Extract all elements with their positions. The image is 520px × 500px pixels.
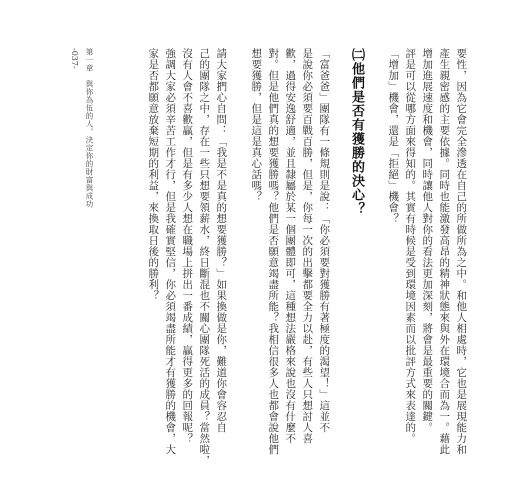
text-column: 家是否都願意放棄短期的利益，來換取日後的勝利？ <box>147 48 160 301</box>
text-column: 歡，過得安逸舒適，並且隸屬於某一個團體即可，這種想法嚴格來說也沒有什麼不 <box>284 48 297 444</box>
text-column: 想要獲勝，但是這是真心話嗎？ <box>250 48 263 202</box>
text-column: 強調大家必須辛苦工作才行，但是我確實堅信，你必須竭盡所能才有獲勝的機會，大 <box>164 48 177 455</box>
text-column: 產生親密感的主要依據。同時也能激發高昂的精神狀態來與外在環境合而為一。藉此 <box>438 48 451 455</box>
text-column: 對。但是他們真的想要獲勝嗎？他們是否願意竭盡所能？我相信很多人也都會說他們 <box>267 48 280 455</box>
text-column: 沒有人會不喜歡贏，但是有多少人想在職場上拼出一番成績，贏得更多的回報呢？ <box>181 48 194 444</box>
text-column: 是說你必須要百戰百勝，但是，你每一次的出擊都要全力以赴，有些人只想討人喜 <box>301 48 314 444</box>
text-column: 要性，因為它會完全滲透在自己的所做所為之中。和他人相處時，它也是展現能力和 <box>455 48 468 455</box>
running-head: 第一章 與你為伍的人，決定你的財富與成功 <box>85 48 94 208</box>
text-column: 增加進展速度和機會，同時讓他人對你的看法更加深刻，將會是最重要的關鍵。 <box>421 48 434 433</box>
section-heading: ㈡他們是否有獲勝的決心？ <box>349 48 364 216</box>
text-column: 「富爸爸」團隊有一條規則是說：「你必須要對獲勝有著極度的渴望！」這並不 <box>318 48 331 433</box>
page-number: -037- <box>70 48 79 69</box>
text-column: 請大家捫心自問：「我是不是真的想要獲勝？」如果換做是你，難道你會容忍自 <box>215 48 228 433</box>
text-column: 「增加」機會，還是「拒絕」機會？ <box>387 48 400 224</box>
text-column: 評是可以從哪方面來得知的。其實有時候是受到環境因素而以批評方式來表達的。 <box>404 48 417 444</box>
text-column: 己的團隊之中，存在一些只想要領薪水，終日斷混也不關心團隊死活的成員？當然啦， <box>198 48 211 466</box>
